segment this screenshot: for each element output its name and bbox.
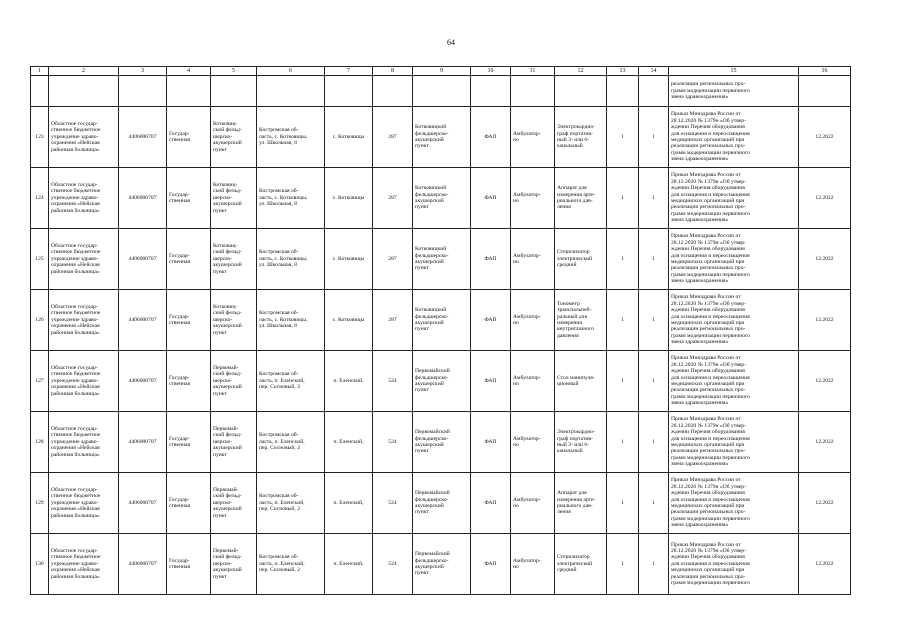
- delivery-date: 12.2022: [799, 229, 851, 290]
- delivery-date: 12.2022: [799, 290, 851, 351]
- structural-unit: Котковиц- ский фельд- шерско- акушерский пункт: [211, 168, 257, 229]
- table-row: [31, 351, 851, 412]
- care-conditions: Амбулатор- но: [511, 351, 555, 412]
- facility-type: ФАП: [471, 351, 511, 412]
- structural-unit: Первомай- ский фельд- шерско- акушерский пункт: [211, 351, 257, 412]
- inn: 4406000707: [119, 229, 167, 290]
- structural-unit: Котковиц- ский фельд- шерско- акушерский пункт: [211, 107, 257, 168]
- quantity-planned: 1: [607, 473, 639, 534]
- column-header-3: 3: [119, 67, 167, 76]
- table-row: [31, 473, 851, 534]
- address: Костромская об- ласть, п. Еленский, пер. Сосновый, 2: [257, 473, 325, 534]
- delivery-date: 12.2022: [799, 107, 851, 168]
- quantity-total: 1: [639, 168, 669, 229]
- row-number: 129: [31, 473, 49, 534]
- page-number: 64: [447, 38, 455, 47]
- population: 287: [373, 229, 413, 290]
- row-number: 126: [31, 290, 49, 351]
- equipment-name: Стерилизатор электрический средний: [555, 229, 607, 290]
- population: 524: [373, 351, 413, 412]
- inn: 4406000707: [119, 473, 167, 534]
- equipment-name: Стол манипуля- ционный: [555, 351, 607, 412]
- quantity-planned: 1: [607, 412, 639, 473]
- care-conditions: Амбулатор- но: [511, 168, 555, 229]
- address: Костромская об- ласть, с. Котковицы, ул. Школьная, 8: [257, 290, 325, 351]
- care-conditions: Амбулатор- но: [511, 290, 555, 351]
- address: Костромская об- ласть, п. Еленский, пер. Сосновый, 2: [257, 351, 325, 412]
- equipment-register-table: [30, 66, 851, 595]
- delivery-date: 12.2022: [799, 473, 851, 534]
- regulatory-order: Приказ Минздрава России от 28.12.2020 № 1379н «Об утвер- ждении Перечня оборудования для оснащения и переоснащения медицинских организаций при реализации региональных про- грамм модернизации первичного звена здравоохранения»: [669, 290, 799, 351]
- column-number-row: [31, 67, 851, 76]
- organization-name: Областное государ- ственное бюджетное учреждение здраво- охранения «Нейская районная больница»: [49, 168, 119, 229]
- ownership-form: Государ- ственная: [167, 351, 211, 412]
- settlement: п. Еленский,: [325, 473, 373, 534]
- column-header-11: 11: [511, 67, 555, 76]
- ownership-form: Государ- ственная: [167, 290, 211, 351]
- row-number: 127: [31, 351, 49, 412]
- organization-name: Областное государ- ственное бюджетное учреждение здраво- охранения «Нейская районная больница»: [49, 351, 119, 412]
- quantity-planned: 1: [607, 351, 639, 412]
- quantity-planned: 1: [607, 534, 639, 595]
- equipment-name: Электрокардио- граф портатив- ный 3- или 6- канальный: [555, 412, 607, 473]
- population: 524: [373, 412, 413, 473]
- structural-unit: Первомай- ский фельд- шерско- акушерский пункт: [211, 412, 257, 473]
- organization-name: Областное государ- ственное бюджетное учреждение здраво- охранения «Нейская районная больница»: [49, 534, 119, 595]
- settlement: с. Котковицы: [325, 290, 373, 351]
- ownership-form: Государ- ственная: [167, 473, 211, 534]
- structural-unit: Первомай- ский фельд- шерско- акушерский пункт: [211, 473, 257, 534]
- column-header-8: 8: [373, 67, 413, 76]
- facility-name: Первомайский фельдшерско- акушерский пункт: [413, 351, 471, 412]
- settlement: с. Котковицы: [325, 107, 373, 168]
- facility-name: Котковицкий фельдшерско- акушерский пункт: [413, 168, 471, 229]
- column-header-9: 9: [413, 67, 471, 76]
- equipment-name: Аппарат для измерения арте- риального дав- ления: [555, 168, 607, 229]
- column-header-16: 16: [799, 67, 851, 76]
- population: 287: [373, 107, 413, 168]
- table-row: [31, 412, 851, 473]
- facility-type: ФАП: [471, 473, 511, 534]
- column-header-12: 12: [555, 67, 607, 76]
- population: 524: [373, 534, 413, 595]
- table-row: [31, 229, 851, 290]
- table-row: [31, 534, 851, 595]
- quantity-planned: 1: [607, 107, 639, 168]
- settlement: с. Котковицы: [325, 229, 373, 290]
- ownership-form: Государ- ственная: [167, 229, 211, 290]
- ownership-form: Государ- ственная: [167, 412, 211, 473]
- column-header-6: 6: [257, 67, 325, 76]
- organization-name: Областное государ- ственное бюджетное учреждение здраво- охранения «Нейская районная больница»: [49, 412, 119, 473]
- care-conditions: Амбулатор- но: [511, 229, 555, 290]
- column-header-15: 15: [669, 67, 799, 76]
- facility-name: Первомайский фельдшерско- акушерский пункт: [413, 473, 471, 534]
- organization-name: Областное государ- ственное бюджетное учреждение здраво- охранения «Нейская районная больница»: [49, 107, 119, 168]
- regulatory-order: Приказ Минздрава России от 28.12.2020 № 1379н «Об утвер- ждении Перечня оборудования для оснащения и переоснащения медицинских организаций при реализации региональных про- грамм модернизации первичного звена здравоохранения»: [669, 168, 799, 229]
- equipment-name: Аппарат для измерения арте- риального дав- ления: [555, 473, 607, 534]
- delivery-date: 12.2022: [799, 412, 851, 473]
- row-number: 124: [31, 168, 49, 229]
- organization-name: Областное государ- ственное бюджетное учреждение здраво- охранения «Нейская районная больница»: [49, 229, 119, 290]
- row-number: 125: [31, 229, 49, 290]
- regulatory-order: Приказ Минздрава России от 28.12.2020 № 1379н «Об утвер- ждении Перечня оборудования для оснащения и переоснащения медицинских организаций при реализации региональных про- грамм модернизации первичного звена здравоохранения»: [669, 351, 799, 412]
- quantity-total: 1: [639, 473, 669, 534]
- row-number: 123: [31, 107, 49, 168]
- facility-name: Котковицкий фельдшерско- акушерский пункт: [413, 229, 471, 290]
- regulatory-order: Приказ Минздрава России от 28.12.2020 № 1379н «Об утвер- ждении Перечня оборудования для оснащения и переоснащения медицинских организаций при реализации региональных про- грамм модернизации первичного звена здравоохранения»: [669, 229, 799, 290]
- facility-type: ФАП: [471, 168, 511, 229]
- column-header-2: 2: [49, 67, 119, 76]
- regulatory-order: Приказ Минздрава России от 28.12.2020 № 1379н «Об утвер- ждении Перечня оборудования для оснащения и переоснащения медицинских организаций при реализации региональных про- грамм модернизации первичного: [669, 534, 799, 595]
- settlement: п. Еленский,: [325, 534, 373, 595]
- equipment-name: Стерилизатор электрический средний: [555, 534, 607, 595]
- continuation-row: [31, 76, 851, 107]
- quantity-total: 1: [639, 107, 669, 168]
- address: Костромская об- ласть, с. Котковицы, ул. Школьная, 8: [257, 168, 325, 229]
- row-number: 128: [31, 412, 49, 473]
- address: Костромская об- ласть, с. Котковицы, ул. Школьная, 8: [257, 107, 325, 168]
- column-header-13: 13: [607, 67, 639, 76]
- table-row: [31, 290, 851, 351]
- facility-name: Первомайский фельдшерско- акушерский пункт: [413, 534, 471, 595]
- care-conditions: Амбулатор- но: [511, 412, 555, 473]
- facility-type: ФАП: [471, 290, 511, 351]
- quantity-total: 1: [639, 534, 669, 595]
- quantity-total: 1: [639, 351, 669, 412]
- structural-unit: Котковиц- ский фельд- шерско- акушерский пункт: [211, 290, 257, 351]
- quantity-total: 1: [639, 229, 669, 290]
- ownership-form: Государ- ственная: [167, 168, 211, 229]
- facility-type: ФАП: [471, 534, 511, 595]
- column-header-10: 10: [471, 67, 511, 76]
- inn: 4406000707: [119, 168, 167, 229]
- quantity-total: 1: [639, 412, 669, 473]
- structural-unit: Котковиц- ский фельд- шерско- акушерский пункт: [211, 229, 257, 290]
- inn: 4406000707: [119, 351, 167, 412]
- care-conditions: Амбулатор- но: [511, 473, 555, 534]
- population: 287: [373, 168, 413, 229]
- inn: 4406000707: [119, 107, 167, 168]
- delivery-date: 12.2022: [799, 168, 851, 229]
- ownership-form: Государ- ственная: [167, 107, 211, 168]
- population: 287: [373, 290, 413, 351]
- address: Костромская об- ласть, п. Еленский, пер. Сосновый, 2: [257, 534, 325, 595]
- table-row: [31, 168, 851, 229]
- ownership-form: Государ- ственная: [167, 534, 211, 595]
- regulatory-order: Приказ Минздрава России от 28.12.2020 № 1379н «Об утвер- ждении Перечня оборудования для оснащения и переоснащения медицинских организаций при реализации региональных про- грамм модернизации первичного звена здравоохранения»: [669, 473, 799, 534]
- inn: 4406000707: [119, 412, 167, 473]
- equipment-name: Тонометр транспальпеб- ральный для измерения внутриглазного давления: [555, 290, 607, 351]
- inn: 4406000707: [119, 534, 167, 595]
- column-header-7: 7: [325, 67, 373, 76]
- continuation-order-text: реализации региональных про- грамм модернизации первичного звена здравоохранения»: [669, 76, 799, 107]
- delivery-date: 12.2022: [799, 534, 851, 595]
- facility-type: ФАП: [471, 107, 511, 168]
- column-header-5: 5: [211, 67, 257, 76]
- facility-name: Котковицкий фельдшерско- акушерский пункт: [413, 290, 471, 351]
- facility-name: Первомайский фельдшерско- акушерский пункт: [413, 412, 471, 473]
- facility-type: ФАП: [471, 412, 511, 473]
- address: Костромская об- ласть, с. Котковицы, ул. Школьная, 8: [257, 229, 325, 290]
- settlement: п. Еленский,: [325, 412, 373, 473]
- equipment-name: Электрокардио- граф портатив- ный 3- или 6- канальный: [555, 107, 607, 168]
- table-row: [31, 107, 851, 168]
- organization-name: Областное государ- ственное бюджетное учреждение здраво- охранения «Нейская районная больница»: [49, 473, 119, 534]
- quantity-total: 1: [639, 290, 669, 351]
- quantity-planned: 1: [607, 290, 639, 351]
- population: 524: [373, 473, 413, 534]
- delivery-date: 12.2022: [799, 351, 851, 412]
- organization-name: Областное государ- ственное бюджетное учреждение здраво- охранения «Нейская районная больница»: [49, 290, 119, 351]
- regulatory-order: Приказ Минздрава России от 28.12.2020 № 1379н «Об утвер- ждении Перечня оборудования для оснащения и переоснащения медицинских организаций при реализации региональных про- грамм модернизации первичного звена здравоохранения»: [669, 412, 799, 473]
- care-conditions: Амбулатор- но: [511, 107, 555, 168]
- quantity-planned: 1: [607, 229, 639, 290]
- quantity-planned: 1: [607, 168, 639, 229]
- column-header-1: 1: [31, 67, 49, 76]
- facility-name: Котковицкий фельдшерско- акушерский пункт: [413, 107, 471, 168]
- care-conditions: Амбулатор- но: [511, 534, 555, 595]
- facility-type: ФАП: [471, 229, 511, 290]
- inn: 4406000707: [119, 290, 167, 351]
- column-header-14: 14: [639, 67, 669, 76]
- regulatory-order: Приказ Минздрава России от 28.12.2020 № 1379н «Об утвер- ждении Перечня оборудования для оснащения и переоснащения медицинских организаций при реализации региональных про- грамм модернизации первичного звена здравоохранения»: [669, 107, 799, 168]
- settlement: п. Еленский,: [325, 351, 373, 412]
- structural-unit: Первомай- ский фельд- шерско- акушерский пункт: [211, 534, 257, 595]
- row-number: 130: [31, 534, 49, 595]
- settlement: с. Котковицы: [325, 168, 373, 229]
- column-header-4: 4: [167, 67, 211, 76]
- address: Костромская об- ласть, п. Еленский, пер. Сосновый, 2: [257, 412, 325, 473]
